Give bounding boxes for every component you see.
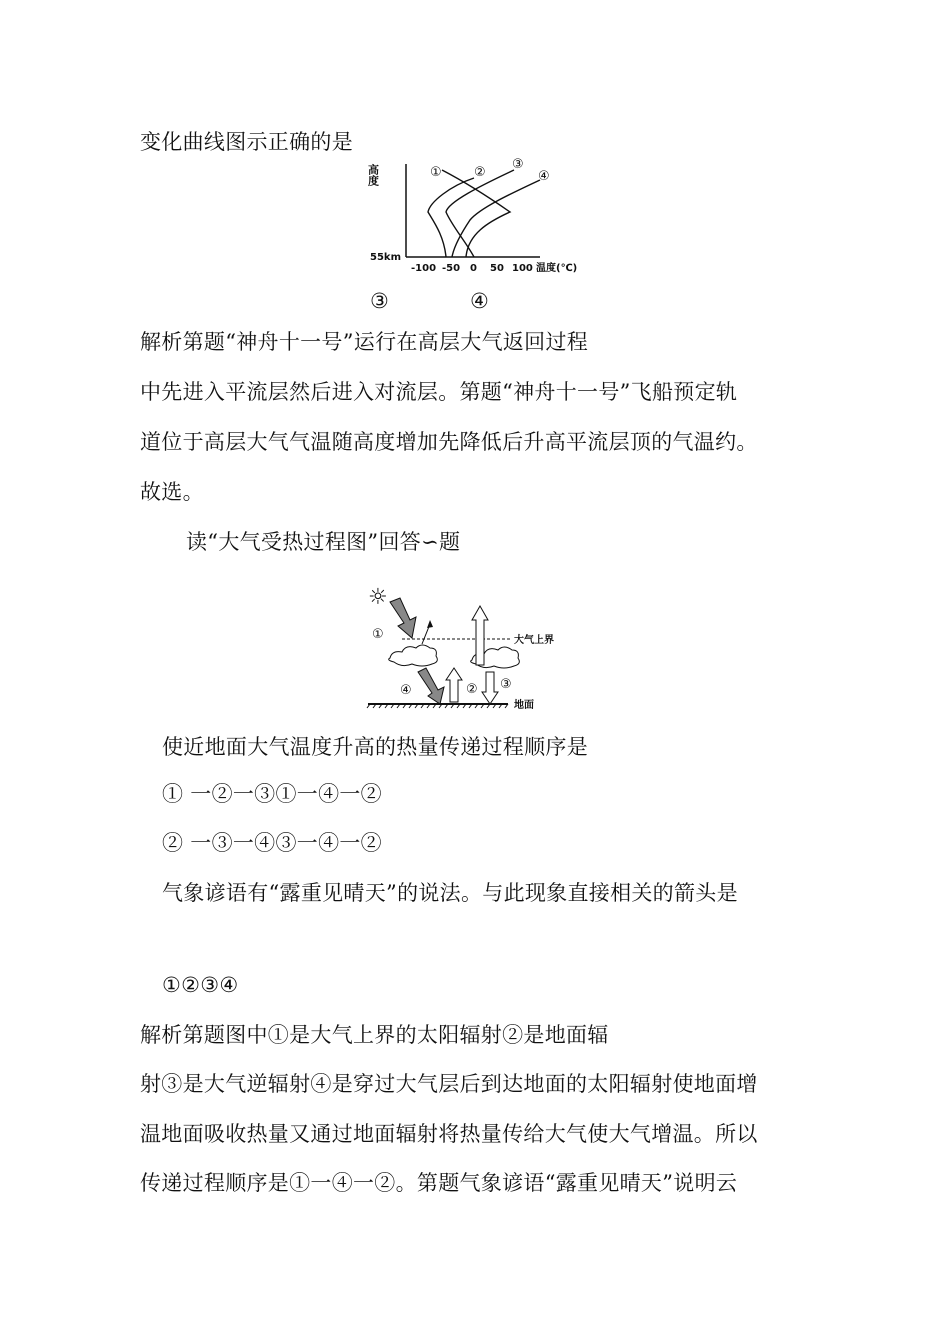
x-axis-label: 温度(℃): [536, 263, 578, 274]
text-line-5: 故选。: [140, 480, 204, 504]
arrow-3: [482, 672, 498, 704]
curve-4-label: ④: [538, 169, 550, 184]
x-tick-label: 50: [490, 263, 504, 274]
text-line-15: 传递过程顺序是①一④一②。第题气象谚语“露重见晴天”说明云: [140, 1171, 738, 1195]
arrow-4-label: ④: [400, 683, 412, 698]
atmospheric-heating-figure: [362, 580, 582, 716]
text-line-14: 温地面吸收热量又通过地面辐射将热量传给大气使大气增温。所以: [140, 1122, 758, 1146]
arrow-2: [446, 668, 462, 702]
x-tick-label: 100: [512, 263, 533, 274]
y-axis-label: 高度: [366, 164, 380, 186]
arrow-4: [418, 668, 444, 704]
text-line-11: ①②③④: [162, 973, 239, 997]
curve-1-label: ①: [430, 165, 442, 180]
text-line-2: 解析第题“神舟十一号”运行在高层大气返回过程: [140, 330, 589, 354]
option-4: ④: [470, 289, 489, 313]
text-line-9: ② 一③一④③一④一②: [162, 831, 382, 855]
text-line-6: 读“大气受热过程图”回答∽题: [186, 530, 461, 554]
sun-icon: ☼: [368, 585, 388, 610]
x-tick-label: -100: [411, 263, 437, 274]
text-line-1: 变化曲线图示正确的是: [140, 130, 353, 154]
arrow-1: [390, 598, 416, 638]
option-3: ③: [370, 289, 389, 313]
x-tick-label: -50: [442, 263, 461, 274]
text-line-7: 使近地面大气温度升高的热量传递过程顺序是: [162, 735, 588, 759]
curve-3-label: ③: [512, 157, 524, 172]
text-line-8: ① 一②一③①一④一②: [162, 782, 382, 806]
text-line-4: 道位于高层大气气温随高度增加先降低后升高平流层顶的气温约。: [140, 430, 758, 454]
ground-label: 地面: [514, 700, 534, 711]
text-line-13: 射③是大气逆辐射④是穿过大气层后到达地面的太阳辐射使地面增: [140, 1072, 758, 1096]
curve-2-label: ②: [474, 165, 486, 180]
text-line-10: 气象谚语有“露重见晴天”的说法。与此现象直接相关的箭头是: [162, 881, 738, 905]
arrow-1-label: ①: [372, 627, 384, 642]
cloud-left: [389, 645, 438, 666]
arrow-3-label: ③: [500, 677, 512, 692]
arrow-2-label: ②: [466, 682, 478, 697]
reflection-arrow-head: [427, 620, 433, 628]
atmosphere-top-label: 大气上界: [514, 635, 554, 646]
x-tick-label: 0: [470, 263, 477, 274]
text-line-12: 解析第题图中①是大气上界的太阳辐射②是地面辐: [140, 1023, 609, 1047]
y-base-label: 55km: [370, 252, 401, 263]
x-tick-labels: [411, 263, 533, 274]
text-line-3: 中先进入平流层然后进入对流层。第题“神舟十一号”飞船预定轨: [140, 380, 738, 404]
temperature-altitude-figure: [366, 150, 590, 318]
